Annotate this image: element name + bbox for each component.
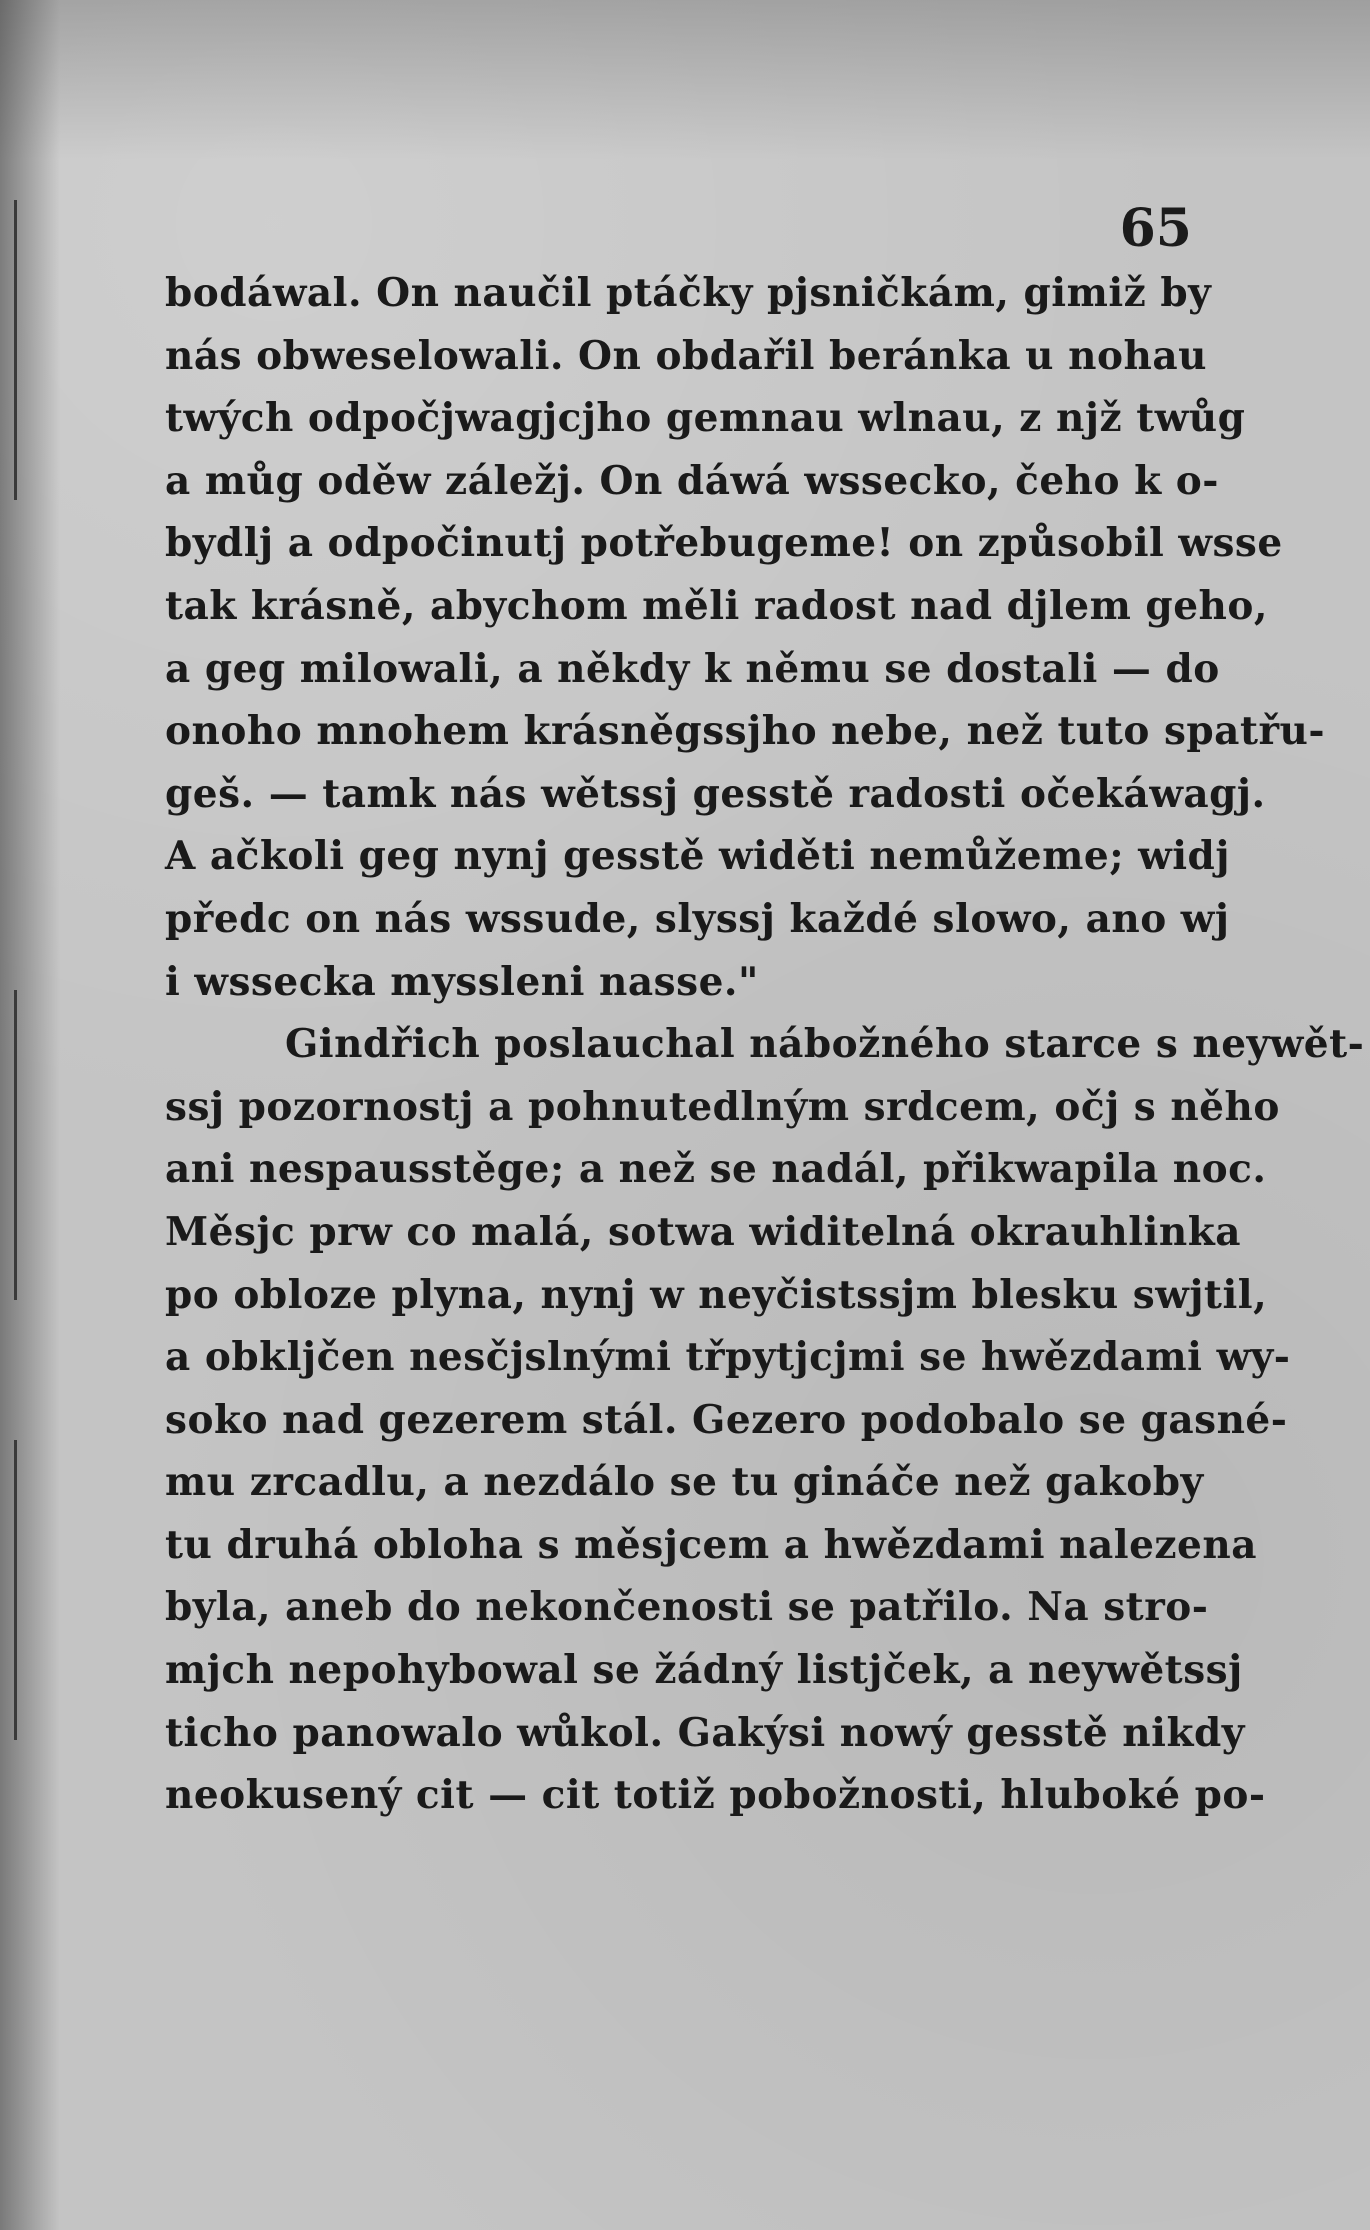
text-line: mu zrcadlu, a nezdálo se tu gináče než gakoby	[165, 1459, 1204, 1506]
text-line: a můg oděw záležj. On dáwá wssecko, čeho k o-	[165, 457, 1219, 504]
page-top-shade	[0, 0, 1370, 160]
text-line: onoho mnohem krásněgssjho nebe, než tuto spatřu-	[165, 708, 1326, 755]
text-line: byla, aneb do nekončenosti se patřilo. Na stro-	[165, 1584, 1209, 1631]
text-line: twých odpočjwagjcjho gemnau wlnau, z njž twůg	[165, 395, 1246, 442]
margin-rule	[14, 1440, 17, 1740]
text-line: a geg milowali, a někdy k němu se dostali — do	[165, 645, 1220, 692]
text-line: bydlj a odpočinutj potřebugeme! on způsobil wsse	[165, 520, 1283, 567]
text-line: tak krásně, abychom měli radost nad djlem geho,	[165, 582, 1268, 629]
text-line: ani nespausstěge; a než se nadál, přikwapila noc.	[165, 1146, 1267, 1193]
text-line: Měsjc prw co malá, sotwa widitelná okrauhlinka	[165, 1208, 1242, 1255]
text-line: neokusený cit — cit totiž pobožnosti, hluboké po-	[165, 1772, 1266, 1819]
text-line: nás obweselowali. On obdařil beránka u nohau	[165, 332, 1207, 379]
margin-rule	[14, 990, 17, 1300]
text-line: geš. — tamk nás wětssj gesstě radosti očekáwagj.	[165, 770, 1266, 817]
margin-rule	[14, 200, 17, 500]
text-line: bodáwal. On naučil ptáčky pjsničkám, gimiž by	[165, 270, 1212, 316]
binding-shadow	[0, 0, 60, 2230]
text-line: mjch nepohybowal se žádný listjček, a neywětssj	[165, 1647, 1243, 1694]
body-text	[165, 262, 1365, 1827]
text-line: soko nad gezerem stál. Gezero podobalo se gasné-	[165, 1396, 1288, 1443]
text-line: ssj pozornostj a pohnutedlným srdcem, očj s něho	[165, 1083, 1280, 1130]
text-line: po obloze plyna, nynj w neyčistssjm blesku swjtil,	[165, 1271, 1268, 1318]
text-line: a obkljčen nesčjslnými třpytjcjmi se hwězdami wy-	[165, 1334, 1291, 1381]
text-line: A ačkoli geg nynj gesstě widěti nemůžeme; widj	[165, 833, 1230, 880]
text-line: Gindřich poslauchal nábožného starce s neywět-	[285, 1021, 1365, 1068]
text-line: i wssecka myssleni nasse."	[165, 958, 759, 1005]
text-line: ticho panowalo wůkol. Gakýsi nowý gesstě nikdy	[165, 1709, 1245, 1756]
text-line: předc on nás wssude, slyssj každé slowo, ano wj	[165, 895, 1230, 942]
text-line: tu druhá obloha s měsjcem a hwězdami nalezena	[165, 1521, 1257, 1568]
page-number: 65	[1119, 198, 1192, 259]
